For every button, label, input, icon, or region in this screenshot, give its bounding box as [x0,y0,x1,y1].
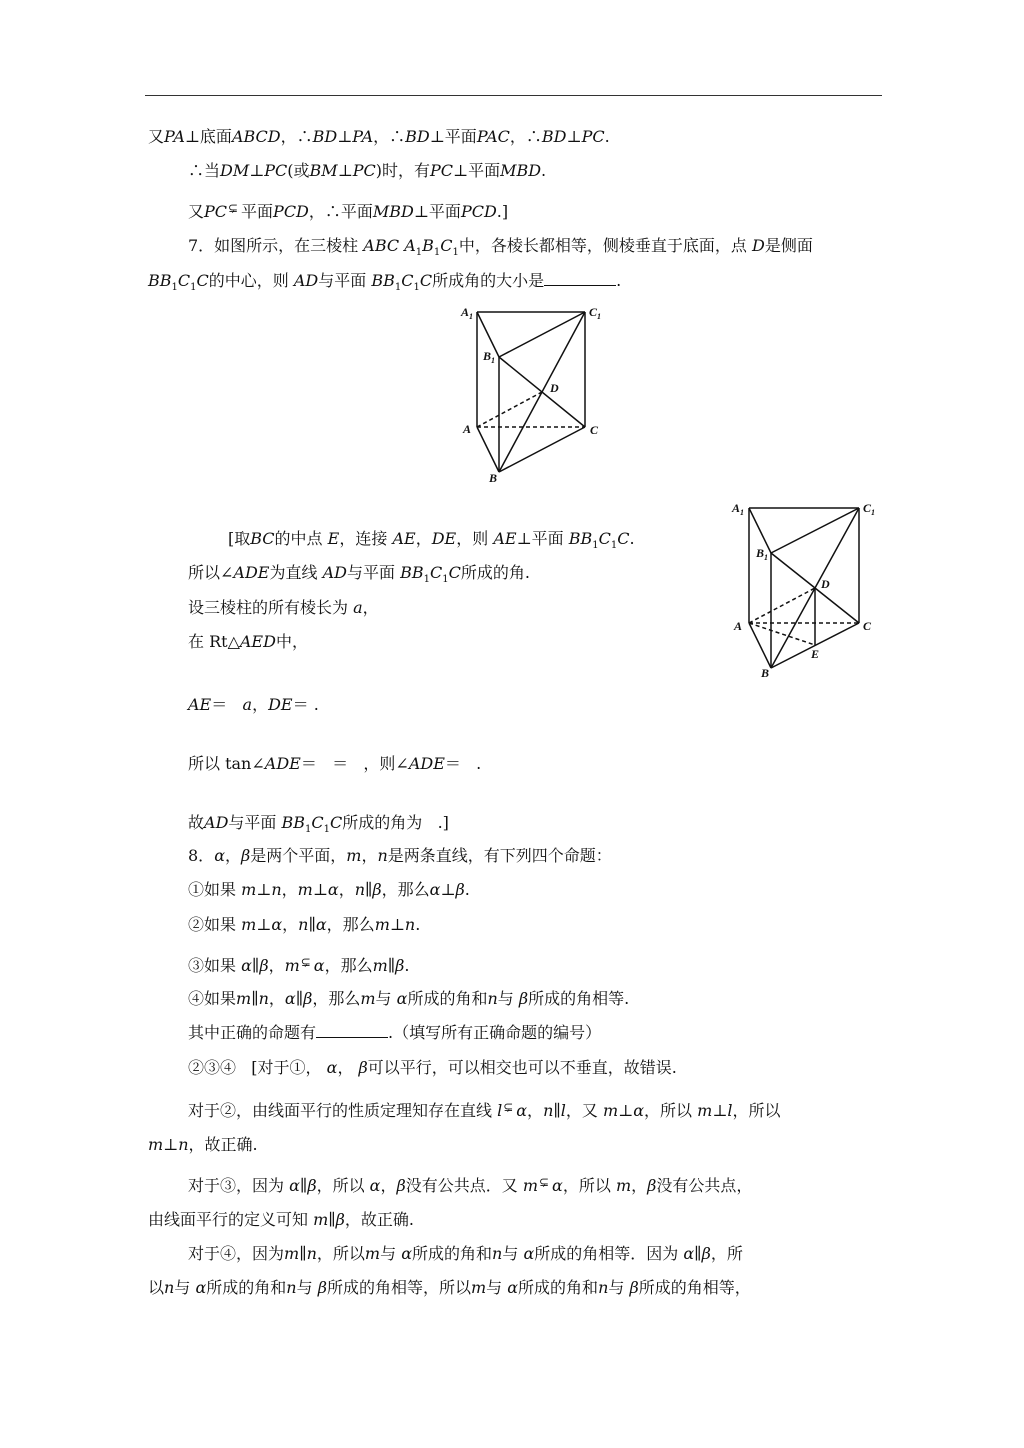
svg-text:B1: $B_1$ [483,349,496,365]
prism-figure-2 [725,495,885,685]
answer-blank [544,271,616,286]
svg-text:D: D [550,381,559,395]
answer-line-4: 对于③，因为 α∥β，所以 α，β没有公共点．又 m ⊊ α，所以 m，β没有公共点， [188,1175,753,1195]
svg-text:A: A [463,422,472,436]
solution-line-5: AE＝ a，DE＝ . [188,695,319,714]
nsubset-symbol: ⊊ [228,201,239,215]
svg-text:A: A [734,619,743,633]
question-8-line: 8．α，β是两个平面，m，n是两条直线，有下列四个命题： [188,846,612,865]
edge-a-b [477,427,499,472]
prism-figure-1 [455,300,615,490]
answer-line-2: 对于②，由线面平行的性质定理知存在直线 l ⊊ α，n∥l，又 m⊥α，所以 m⊥l，所以 [188,1100,781,1120]
svg-text:C: C [863,619,872,633]
svg-text:C1: $C_1$ [863,501,876,517]
svg-text:D: D [821,577,830,591]
text-line-2: ∴当DM⊥PC(或BM⊥PC)时，有PC⊥平面MBD. [188,161,547,180]
solution-line-2: 所以∠ADE为直线 AD与平面 $BB_1C_1C$所成的角. [188,563,530,585]
solution-line-7: 故AD与平面 $BB_1C_1C$所成的角为 .] [188,813,449,835]
answer-line-5: 由线面平行的定义可知 m∥β，故正确. [148,1210,415,1229]
svg-text:A1: $A_1$ [461,305,474,321]
proposition-3: ③如果 α∥β，m ⊊ α，那么m∥β. [188,955,410,975]
proposition-1: ①如果 m⊥n，m⊥α，n∥β，那么α⊥β. [188,880,470,899]
proposition-2: ②如果 m⊥α，n∥α，那么m⊥n. [188,915,421,934]
question-7-line-2: $BB_1C_1C$的中心，则 AD与平面 $BB_1C_1C$所成角的大小是 . [148,271,622,293]
nsubset-symbol: ⊊ [539,1175,550,1189]
solution-line-4: 在 Rt△AED中， [188,632,308,651]
text-line-1: 又PA⊥底面ABCD，∴BD⊥PA，∴BD⊥平面PAC，∴BD⊥PC. [148,127,610,146]
question-7-line-1: 7．如图所示，在三棱柱 ABC $A_1B_1C_1$中，各棱长都相等，侧棱垂直于底面，点 D是侧面 [188,236,813,258]
nsubset-symbol: ⊊ [503,1100,514,1114]
proposition-4: ④如果m∥n，α∥β，那么m与 α所成的角和n与 β所成的角相等. [188,989,630,1008]
svg-text:B: B [489,471,498,485]
header-rule [145,95,882,96]
svg-text:A1: $A_1$ [732,501,745,517]
question-8-prompt: 其中正确的命题有 .（填写所有正确命题的编号） [188,1023,602,1042]
solution-line-3: 设三棱柱的所有棱长为 a， [188,598,379,617]
solution-line-6: 所以 tan∠ADE＝ ＝ ，则∠ADE＝ . [188,754,482,773]
svg-text:E: E [811,647,820,661]
answer-line-6: 对于④，因为m∥n，所以m与 α所成的角和n与 α所成的角相等．因为 α∥β，所 [188,1244,743,1263]
nsubset-symbol: ⊊ [300,955,311,969]
answer-line-7: 以n与 α所成的角和n与 β所成的角相等，所以m与 α所成的角和n与 β所成的角相等， [148,1278,751,1297]
svg-text:C1: $C_1$ [589,305,602,321]
svg-text:B: B [761,666,770,680]
answer-line-3: m⊥n，故正确. [148,1135,258,1154]
solution-line-1: [取BC的中点 E，连接 AE，DE，则 AE⊥平面 $BB_1C_1C$. [228,529,635,551]
svg-text:B1: $B_1$ [756,546,769,562]
answer-line-1: ②③④ [对于①， α， β可以平行，可以相交也可以不垂直，故错误. [188,1058,677,1077]
answer-blank [316,1023,388,1038]
svg-text:C: C [590,423,599,437]
text-line-3: 又PC ⊊ 平面PCD，∴平面MBD⊥平面PCD.] [188,201,509,221]
